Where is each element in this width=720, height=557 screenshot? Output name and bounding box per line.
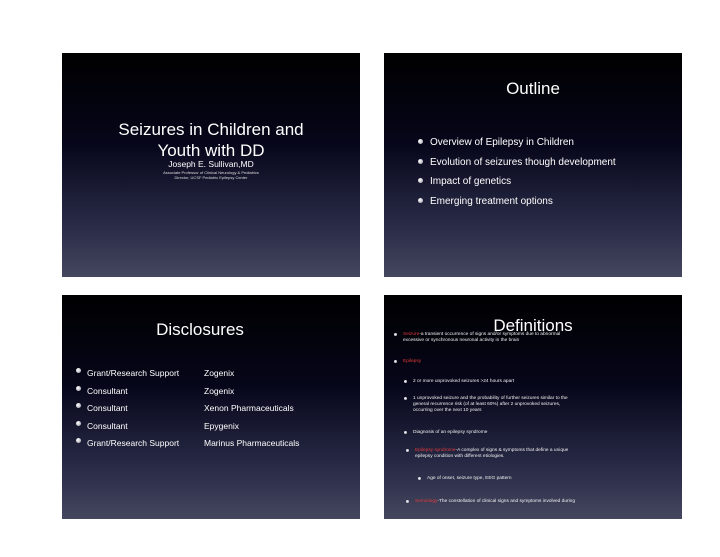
list-item-text: Evolution of seizures though development	[430, 156, 616, 168]
criterion-text: Diagnosis of an epilepsy syndrome	[413, 430, 488, 435]
criterion-text: 2 or more unprovoked seizures >24 hours apart	[413, 379, 515, 384]
disclosure-role: Consultant	[87, 403, 128, 413]
slide-definitions[interactable]	[384, 295, 682, 519]
list-item	[418, 176, 616, 196]
bullet-icon	[418, 198, 423, 203]
criterion-text: Age of onset, seizure type, EEG pattern	[427, 476, 512, 481]
criterion-text: general recurrence risk (of at least 60%) after 2 unprovoked seizures,	[413, 402, 561, 408]
bullet-icon	[404, 431, 407, 434]
slide-heading: Outline	[506, 79, 560, 98]
author-affiliation	[62, 170, 360, 180]
affiliation-line-2: Director, UCSF Pediatric Epilepsy Center	[174, 175, 248, 180]
list-item	[418, 137, 616, 157]
epilepsy-criterion	[404, 379, 674, 385]
definition-text: -A complex of signs & symptoms that define a unique	[455, 448, 569, 453]
list-item-text: Overview of Epilepsy in Children	[430, 137, 574, 148]
definition-epilepsy-syndrome	[406, 448, 674, 460]
syndrome-criterion	[418, 476, 674, 482]
bullet-icon	[418, 139, 423, 144]
disclosure-company: Zogenix	[204, 368, 235, 378]
bullet-icon	[406, 500, 409, 503]
bullet-icon	[418, 477, 421, 480]
bullet-icon	[418, 178, 423, 183]
author-name: Joseph E. Sullivan,MD	[168, 159, 254, 169]
slide-heading: Disclosures	[156, 320, 244, 339]
bullet-icon	[76, 438, 81, 443]
definition-semiology	[406, 499, 674, 505]
slide-disclosures[interactable]	[62, 295, 360, 519]
list-item-text: Impact of genetics	[430, 176, 512, 187]
definition-text: -a transient occurrence of signs and/or symptoms due to abnormal	[419, 332, 561, 337]
definition-text: epilepsy condition with different etiologies.	[415, 454, 505, 460]
slide-title-heading	[62, 119, 360, 161]
bullet-icon	[404, 397, 407, 400]
term-epilepsy-syndrome: Epilepsy syndrome	[415, 448, 456, 453]
epilepsy-criterion	[404, 430, 674, 436]
slide-title[interactable]	[62, 53, 360, 277]
title-line-1: Seizures in Children and	[118, 120, 304, 139]
disclosure-company: Marinus Pharmaceuticals	[204, 438, 300, 448]
disclosure-company: Zogenix	[204, 385, 235, 396]
outline-list	[418, 137, 616, 215]
definition-text: -The constellation of clinical signs and symptoms involved during	[437, 499, 575, 504]
definition-seizure	[394, 332, 674, 344]
bullet-icon	[76, 403, 81, 408]
disclosure-role: Consultant	[87, 385, 128, 396]
bullet-icon	[406, 449, 409, 452]
term-semiology: Semiology	[415, 499, 438, 504]
bullet-icon	[418, 159, 423, 164]
bullet-icon	[394, 360, 397, 363]
slide-outline[interactable]	[384, 53, 682, 277]
epilepsy-criterion	[404, 396, 674, 415]
bullet-icon	[76, 386, 81, 391]
disclosure-role: Grant/Research Support	[87, 368, 180, 378]
title-line-2: Youth with DD	[157, 141, 265, 160]
term-seizure: Seizure	[403, 332, 420, 337]
affiliation-line-1: Associate Professor of Clinical Neurology & Pediatrics	[163, 170, 259, 175]
criterion-text: occurring over the next 10 years	[413, 408, 482, 414]
definition-epilepsy	[394, 359, 674, 365]
disclosure-company: Xenon Pharmaceuticals	[204, 403, 294, 413]
term-epilepsy: Epilepsy	[403, 359, 422, 364]
list-item	[418, 196, 616, 216]
list-item	[418, 157, 616, 177]
disclosure-role: Grant/Research Support	[87, 438, 180, 448]
bullet-icon	[394, 333, 397, 336]
bullet-icon	[76, 421, 81, 426]
disclosure-role: Consultant	[87, 420, 128, 431]
bullet-icon	[76, 368, 81, 373]
slide-heading: Definitions	[493, 316, 573, 335]
criterion-text: 1 unprovoked seizure and the probability of further seizures similar to the	[413, 396, 568, 401]
disclosure-company: Epygenix	[204, 420, 239, 431]
bullet-icon	[404, 380, 407, 383]
list-item-text: Emerging treatment options	[430, 195, 553, 207]
definition-text: excessive or synchronous neuronal activity in the brain	[403, 338, 520, 344]
